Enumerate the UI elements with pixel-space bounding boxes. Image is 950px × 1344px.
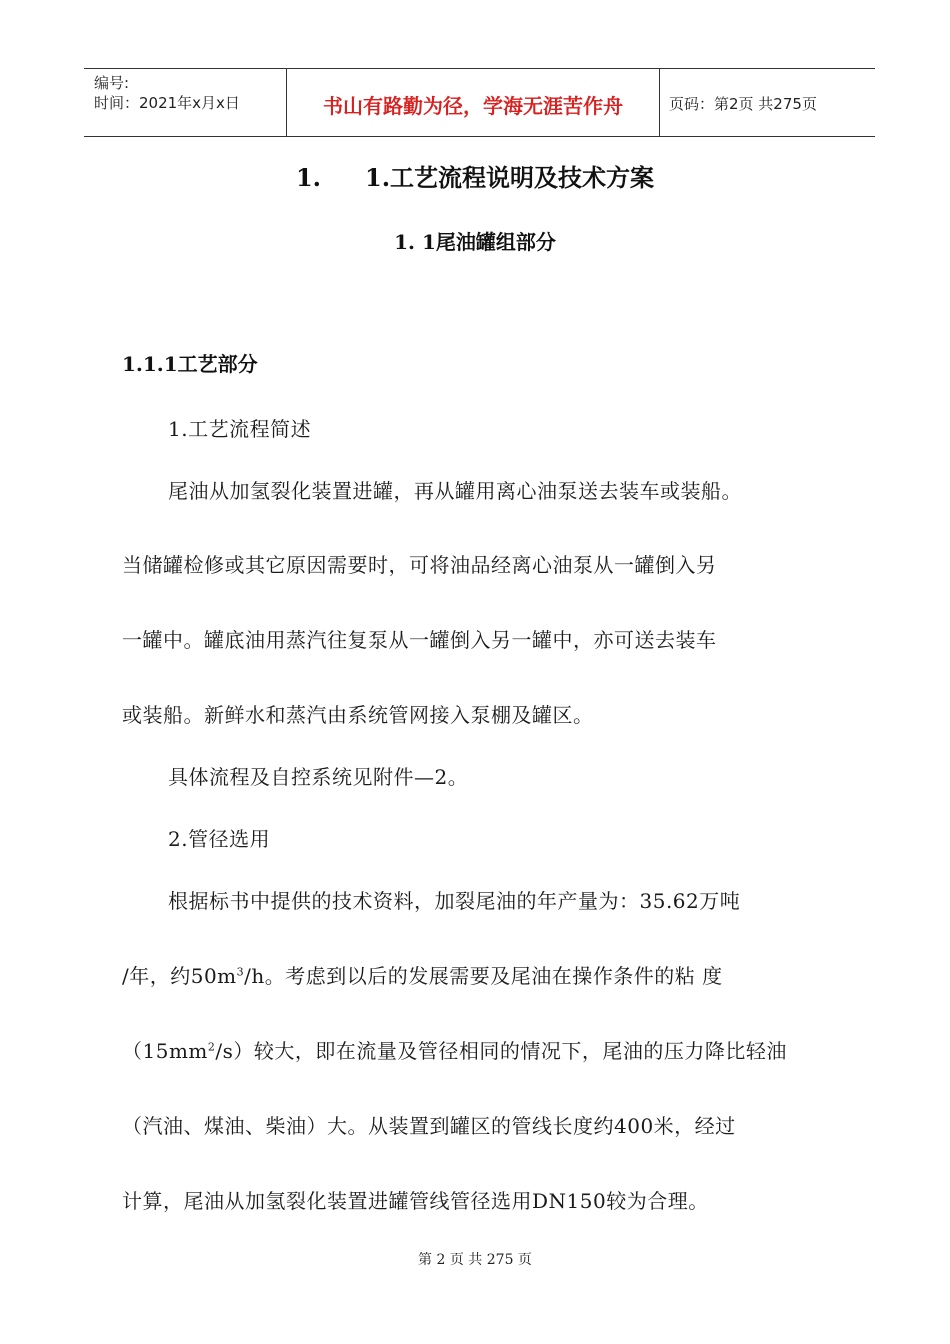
paragraph-line: 根据标书中提供的技术资料，加裂尾油的年产量为：35.62万吨 xyxy=(168,889,741,913)
heading-level-1 xyxy=(0,158,950,193)
paragraph-line: 具体流程及自控系统见附件—2。 xyxy=(168,765,469,789)
paragraph-line: 当储罐检修或其它原因需要时，可将油品经离心油泵从一罐倒入另 xyxy=(122,553,717,577)
text-segment: /年，约50m xyxy=(122,964,237,988)
header-bottom-border xyxy=(84,136,875,137)
paragraph-line: （汽油、煤油、柴油）大。从装置到罐区的管线长度约400米，经过 xyxy=(122,1114,736,1138)
heading-level-1-number: 1. xyxy=(295,163,321,192)
heading-level-2: 1. 1尾油罐组部分 xyxy=(394,230,556,254)
text-segment: /s）较大，即在流量及管径相同的情况下，尾油的压力降比轻油 xyxy=(215,1039,787,1063)
paragraph-line xyxy=(122,960,723,989)
paragraph-line: 一罐中。罐底油用蒸汽往复泵从一罐倒入另一罐中，亦可送去装车 xyxy=(122,628,717,652)
heading-level-3: 1.1.1工艺部分 xyxy=(122,352,258,376)
header-time-label: 时间：2021年x月x日 xyxy=(94,94,240,112)
list-item-pipe-diameter: 2.管径选用 xyxy=(168,827,271,851)
paragraph-line xyxy=(122,1035,787,1064)
header-top-border xyxy=(84,68,875,69)
paragraph-line: 尾油从加氢裂化装置进罐，再从罐用离心油泵送去装车或装船。 xyxy=(168,479,742,503)
paragraph-line: 计算，尾油从加氢裂化装置进罐管线管径选用DN150较为合理。 xyxy=(122,1189,709,1213)
header-divider-right xyxy=(659,68,660,136)
text-segment: /h。考虑到以后的发展需要及尾油在操作条件的粘 度 xyxy=(244,964,723,988)
paragraph-line: 或装船。新鲜水和蒸汽由系统管网接入泵棚及罐区。 xyxy=(122,703,594,727)
header-motto: 书山有路勤为径，学海无涯苦作舟 xyxy=(323,94,623,118)
list-item-process-overview: 1.工艺流程简述 xyxy=(168,417,312,441)
header-number-label: 编号: xyxy=(94,74,130,92)
heading-level-1-text: 1.工艺流程说明及技术方案 xyxy=(365,163,655,192)
superscript: 3 xyxy=(236,965,245,979)
header-page-code: 页码：第2页 共275页 xyxy=(669,95,817,113)
page-footer: 第 2 页 共 275 页 xyxy=(418,1252,532,1268)
text-segment: （15mm xyxy=(122,1039,208,1063)
superscript: 2 xyxy=(207,1040,216,1054)
